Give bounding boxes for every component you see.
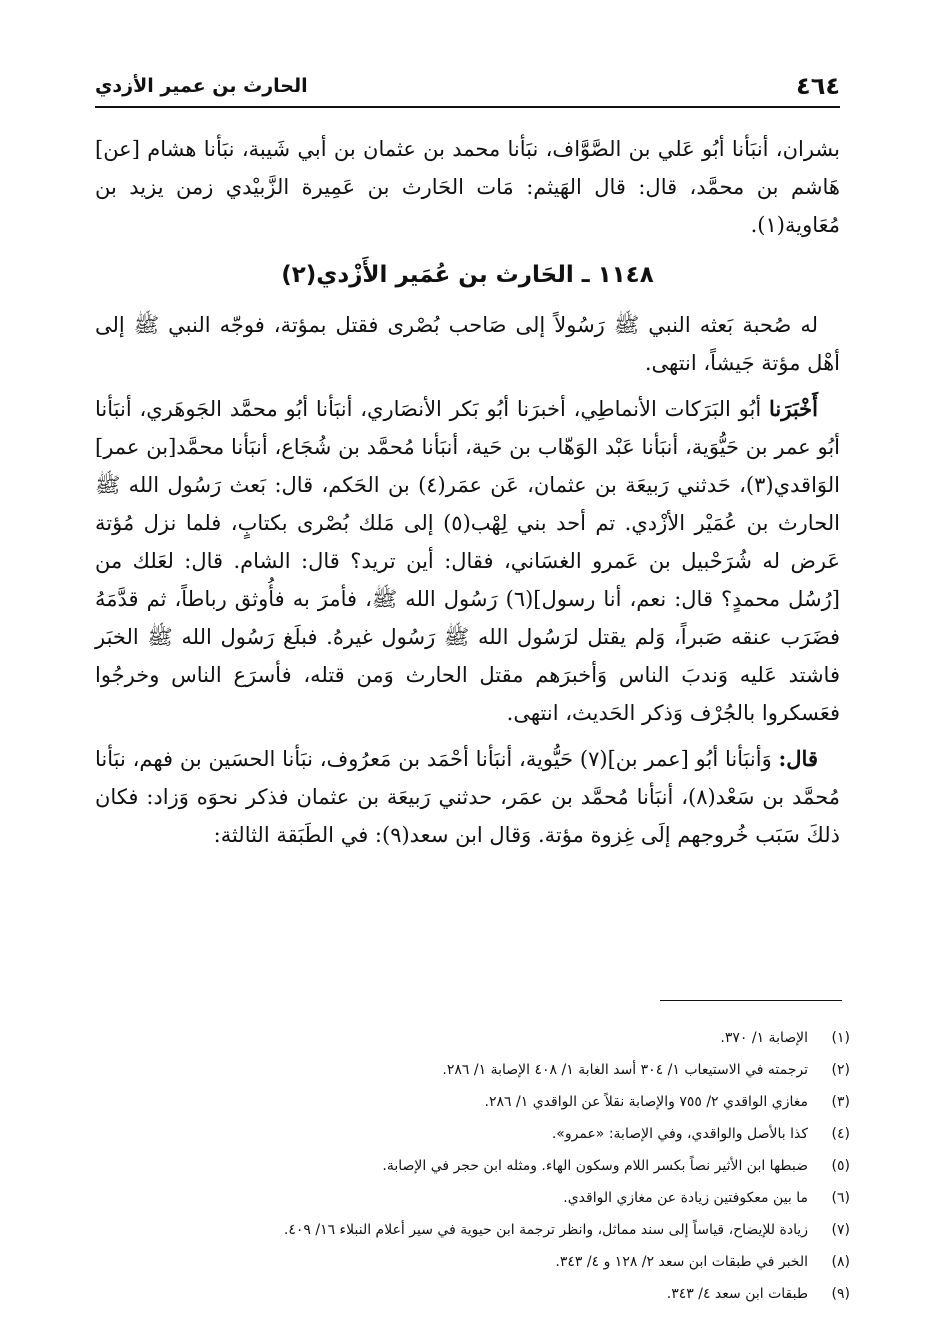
footnote-number: (٤) — [831, 1126, 850, 1142]
footnote-number: (٣) — [831, 1094, 850, 1110]
footnote — [140, 1278, 850, 1310]
footnote-text: ما بين معكوفتين زيادة عن مغازي الواقدي. — [563, 1190, 808, 1206]
footnote-text: الإصابة ١/ ٣٧٠. — [720, 1030, 808, 1046]
footnote — [140, 1118, 850, 1150]
footnote-number: (٥) — [831, 1158, 850, 1174]
footnote-number: (٧) — [831, 1222, 850, 1238]
footnote — [140, 1182, 850, 1214]
footnote-number: (٨) — [831, 1254, 850, 1270]
footnote-text: الخبر في طبقات ابن سعد ٢/ ١٢٨ و ٤/ ٣٤٣. — [555, 1254, 808, 1270]
footnote — [140, 1246, 850, 1278]
running-title: الحارث بن عمير الأزدي — [95, 75, 308, 97]
page-header — [95, 66, 840, 108]
main-text — [95, 130, 840, 854]
footnote-number: (٢) — [831, 1062, 850, 1078]
narration-paragraph — [95, 390, 840, 732]
footnote-text: مغازي الواقدي ٢/ ٧٥٥ والإصابة نقلاً عن الواقدي ١/ ٢٨٦. — [484, 1094, 808, 1110]
footnote — [140, 1086, 850, 1118]
footnote-text: زيادة للإيضاح، قياساً إلى سند مماثل، وانظر ترجمة ابن حيوية في سير أعلام النبلاء ١٦/ ٤٠٩. — [283, 1222, 808, 1238]
narration-lead-word: أَخْبَرَنا — [769, 396, 818, 421]
footnote-number: (٩) — [831, 1286, 850, 1302]
footnote-number: (٦) — [831, 1190, 850, 1206]
footnote-text: ضبطها ابن الأثير نصاً بكسر اللام وسكون الهاء. ومثله ابن حجر في الإصابة. — [382, 1158, 808, 1174]
footnote — [140, 1054, 850, 1086]
footnote-text: كذا بالأصل والواقدي، وفي الإصابة: «عمرو». — [551, 1126, 808, 1142]
footnote-text: طبقات ابن سعد ٤/ ٣٤٣. — [666, 1286, 808, 1302]
second-narration-paragraph — [95, 740, 840, 854]
footnote-separator — [660, 1000, 842, 1001]
entry-heading: ١١٤٨ ـ الحَارث بن عُمَير الأَزْدي(٢) — [281, 262, 654, 288]
second-narration-lead-word: قال: — [778, 746, 818, 771]
footnote — [140, 1150, 850, 1182]
footnote — [140, 1214, 850, 1246]
footnotes — [140, 1022, 850, 1310]
biography-paragraph: له صُحبة بَعثه النبي ﷺ رَسُولاً إلى صَاحب بُصْرى فقتل بمؤتة، فوجّه النبي ﷺ إلى أهْل مؤتة جَيشاً، انتهى. — [95, 313, 840, 375]
narration-text: أبُو البَرَكات الأنماطِي، أخبرَنا أبُو بَكر الأنصَاري، أنبَأنا أبُو محمَّد الجَوهَري، أنبَأنا أبُو عمر بن حَيُّوَية، أنبَأنا عَبْد الوَهّاب بن حَية، أنبَأنا مُحمَّد بن شُجَاع، أنبَأنا محمَّد[بن عمر] الوَاقدي(٣)، حَدثني رَبيعَة بن عثمان، عَن عمَر(٤) بن الحَكم، قال: بَعث رَسُول الله ﷺ الحارث بن عُمَيْر الأزْدي. تم أحد بني لِهْب(٥) إلى مَلك بُصْرى بكتابٍ، فلما نزل مُؤتة عَرض له شُرَحْبيل بن عَمرو الغسَاني، فقال: أين تريد؟ قال: الشام. قال: لعَلك من [رُسُل محمدٍ؟ قال: نعم، أنا رسول](٦) رَسُول الله ﷺ، فأمرَ به فأُوثق رباطاً، ثم قدَّمَهُ فضَرَب عنقه صَبراً، وَلم يقتل لرَسُول الله ﷺ رَسُول غيرهُ. فبلَغ رَسُول الله ﷺ الخبَر فاشتد عَليه وَندبَ الناس وَأخبرَهم مقتل الحارث وَمن قتله، فأسرَع الناس وخرجُوا فعَسكروا بالجُرْف وَذكر الحَديث، انتهى. — [95, 397, 840, 725]
page-number: ٤٦٤ — [796, 72, 840, 100]
second-narration-text: وَأنبَأنا أبُو [عمر بن](٧) حَيُّوية، أنبَأنا أحْمَد بن مَعرُوف، نبَأنا الحسَين بن فهم، نبَأنا مُحمَّد بن سَعْد(٨)، أنبَأنا مُحمَّد بن عمَر، حدثني رَبيعَة بن عثمان فذكر نحوَه وَزاد: فكان ذلكَ سَبَب خُروجهم إلَى غِزوة مؤتة. وَقال ابن سعد(٩): في الطَبَقة الثالثة: — [95, 747, 841, 847]
intro-paragraph: بشران، أنبَأنا أبُو عَلي بن الصَّوَّاف، نبَأنا محمد بن عثمان بن أبي شَيبة، نبَأنا هشام [عن] هَاشم بن محمَّد، قال: قال الهَيثم: مَات الحَارث بن عَمِيرة الزَّبيْدي زمن يزيد بن مُعَاوية(١). — [95, 137, 840, 237]
footnote — [140, 1022, 850, 1054]
footnote-number: (١) — [831, 1030, 850, 1046]
footnote-text: ترجمته في الاستيعاب ١/ ٣٠٤ أسد الغابة ١/ ٤٠٨ الإصابة ١/ ٢٨٦. — [442, 1062, 808, 1078]
